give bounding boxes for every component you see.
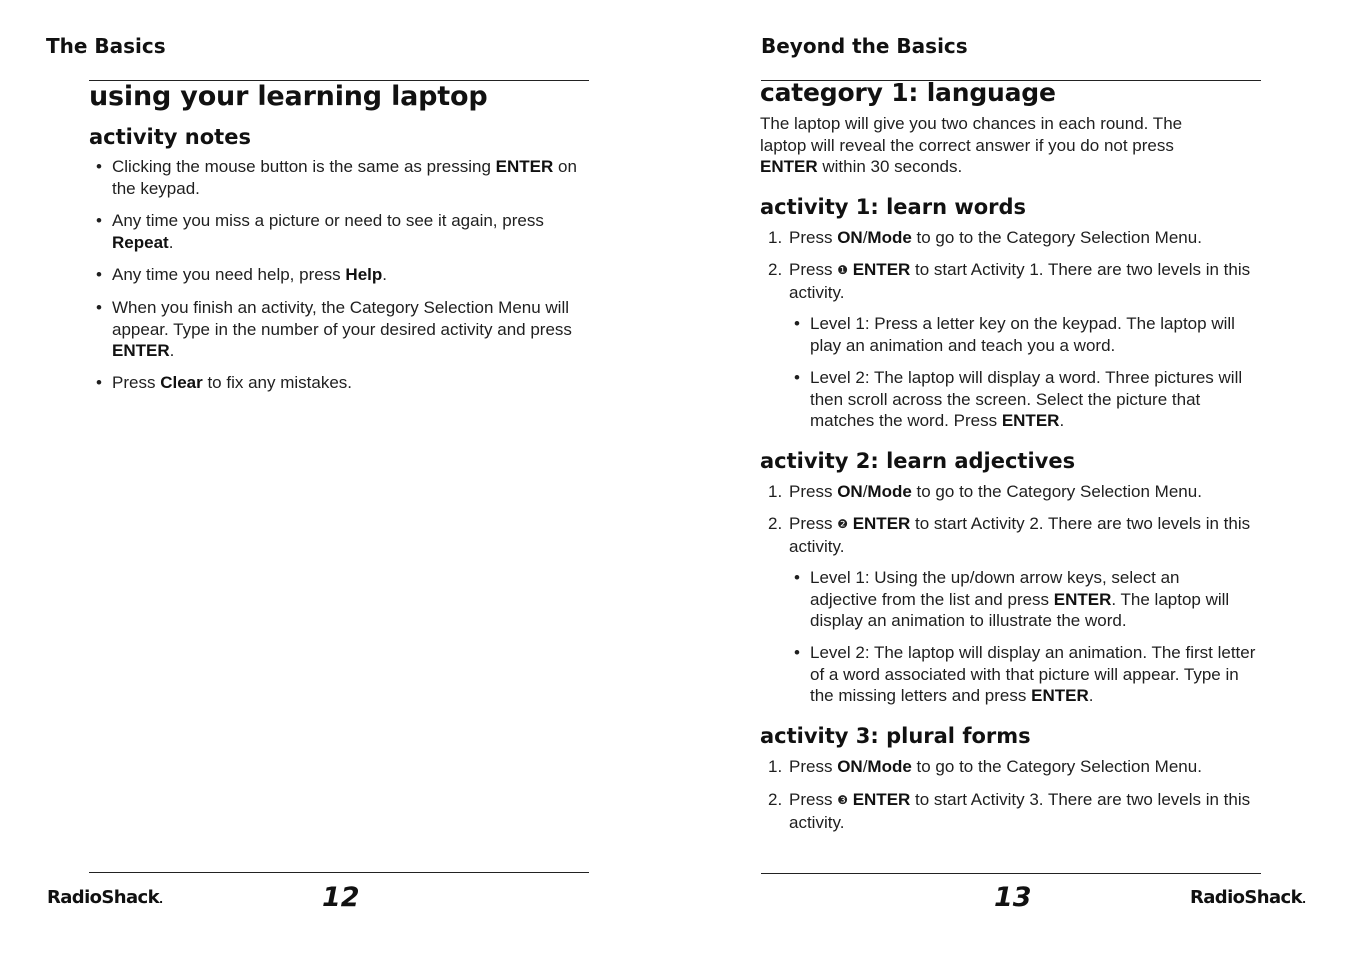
- step-bold: ENTER: [852, 790, 911, 809]
- level-bold: ENTER: [1001, 411, 1060, 430]
- note-bold: Repeat: [112, 232, 169, 252]
- right-page-title: category 1: language: [760, 78, 1056, 107]
- level-bold: ENTER: [1053, 589, 1112, 609]
- step-bold: Mode: [867, 482, 912, 501]
- activity1-level-2: [794, 367, 1252, 432]
- bullet-glyph: •: [96, 298, 102, 317]
- activity3-step-2: [768, 789, 1260, 833]
- note-bullet-2: [96, 210, 586, 253]
- note-bold: ENTER: [495, 157, 554, 176]
- activity2-step-2: [768, 513, 1260, 557]
- note-bold: Help: [345, 265, 383, 284]
- activity-notes-heading: activity notes: [89, 125, 251, 149]
- note-text: .: [169, 341, 175, 360]
- step-text: /: [862, 228, 868, 247]
- note-bold: ENTER: [112, 341, 170, 360]
- step-number: 1.: [768, 482, 783, 501]
- left-page-title: using your learning laptop: [89, 81, 488, 112]
- note-bullet-1: [96, 156, 586, 199]
- intro-text: The laptop will give you two chances in each round. The laptop will reveal the correct answer if you do not press: [760, 114, 1183, 155]
- step-text: Press: [789, 228, 838, 247]
- step-bold: ON: [837, 757, 863, 776]
- level-text: Level 2: The laptop will display a word. Three pictures will then scroll across the screen. Select the picture that matches the word. Press: [810, 368, 1243, 430]
- bullet-glyph: •: [96, 373, 102, 392]
- circled-three-icon: ❸: [837, 793, 848, 807]
- bullet-glyph: •: [96, 157, 102, 176]
- radioshack-logo-left: [47, 887, 163, 908]
- logo-text: RadioShack: [47, 887, 159, 908]
- step-text: Press: [789, 482, 838, 501]
- level-text: Level 1: Using the up/down arrow keys, select an adjective from the list and press: [810, 568, 1180, 609]
- activity3-heading: activity 3: plural forms: [760, 724, 1031, 748]
- step-text: Press: [789, 790, 838, 809]
- logo-dot: .: [1302, 893, 1307, 906]
- note-text: .: [168, 232, 174, 252]
- step-text: to start Activity 1. There are two levels in this activity.: [789, 260, 1251, 302]
- radioshack-logo-right: [1190, 887, 1306, 908]
- bullet-glyph: •: [96, 265, 102, 284]
- activity1-level-1: [794, 313, 1244, 356]
- note-text: .: [382, 265, 387, 284]
- note-bullet-3: [96, 264, 586, 286]
- step-bold: ON: [837, 228, 863, 247]
- right-section-label: Beyond the Basics: [761, 34, 968, 58]
- note-text: Any time you miss a picture or need to see it again, press: [112, 211, 544, 230]
- step-bold: ON: [837, 482, 863, 501]
- note-text: Any time you need help, press: [112, 265, 346, 284]
- step-bold: Mode: [867, 228, 912, 247]
- step-text: to go to the Category Selection Menu.: [911, 482, 1202, 501]
- step-text: Press: [789, 514, 838, 533]
- step-text: Press: [789, 757, 838, 776]
- step-text: /: [862, 757, 868, 776]
- step-text: to start Activity 3. There are two levels in this activity.: [789, 790, 1251, 832]
- right-bottom-rule: [761, 873, 1261, 874]
- level-text: Level 1: Press a letter key on the keypad. The laptop will play an animation and teach you a word.: [810, 314, 1235, 355]
- note-text: Press: [112, 373, 161, 392]
- note-text: Clicking the mouse button is the same as pressing: [112, 157, 496, 176]
- bullet-glyph: •: [794, 314, 800, 333]
- category-intro: [760, 113, 1230, 178]
- activity1-heading: activity 1: learn words: [760, 195, 1027, 219]
- step-text: to start Activity 2. There are two levels in this activity.: [789, 514, 1251, 556]
- page-number-right: 13: [994, 882, 1032, 913]
- bullet-glyph: •: [794, 643, 800, 662]
- activity2-level-1: [794, 567, 1244, 632]
- bullet-glyph: •: [794, 368, 800, 387]
- note-bullet-5: [96, 372, 586, 394]
- activity2-heading: activity 2: learn adjectives: [760, 449, 1076, 473]
- note-bullet-4: [96, 297, 586, 362]
- step-bold: ENTER: [852, 514, 911, 533]
- step-number: 1.: [768, 228, 783, 247]
- step-bold: Mode: [867, 757, 912, 776]
- note-bold: Clear: [160, 373, 203, 392]
- step-text: /: [862, 482, 868, 501]
- step-text: to go to the Category Selection Menu.: [911, 228, 1202, 247]
- bullet-glyph: •: [96, 211, 102, 230]
- note-text: When you finish an activity, the Category Selection Menu will appear. Type in the number of your desired activity and press: [112, 298, 572, 339]
- step-text: to go to the Category Selection Menu.: [911, 757, 1202, 776]
- note-text: to fix any mistakes.: [202, 373, 352, 392]
- step-bold: ENTER: [852, 260, 911, 279]
- activity1-step-2: [768, 259, 1260, 303]
- page-number-left: 12: [322, 882, 360, 913]
- intro-bold: ENTER: [760, 157, 818, 176]
- bullet-glyph: •: [794, 568, 800, 587]
- level-bold: ENTER: [1031, 686, 1089, 705]
- note-text: on the keypad.: [112, 157, 577, 198]
- level-text: .: [1059, 411, 1065, 430]
- activity3-step-1: [768, 756, 1260, 778]
- logo-text: RadioShack: [1190, 887, 1302, 908]
- step-text: Press: [789, 260, 838, 279]
- step-number: 2.: [768, 260, 783, 279]
- level-text: Level 2: The laptop will display an animation. The first letter of a word associated with that picture will appear. Type in the missing letters and press: [810, 643, 1256, 705]
- step-number: 2.: [768, 790, 783, 809]
- step-number: 2.: [768, 514, 783, 533]
- level-text: .: [1088, 686, 1094, 705]
- intro-text: within 30 seconds.: [817, 157, 963, 176]
- activity2-level-2: [794, 642, 1260, 707]
- activity1-step-1: [768, 227, 1260, 249]
- activity2-step-1: [768, 481, 1260, 503]
- circled-one-icon: ❶: [837, 263, 848, 277]
- step-number: 1.: [768, 757, 783, 776]
- circled-two-icon: ❷: [837, 517, 848, 531]
- left-section-label: The Basics: [46, 34, 166, 58]
- logo-dot: .: [159, 893, 164, 906]
- level-text: . The laptop will display an animation to illustrate the word.: [810, 589, 1230, 630]
- left-bottom-rule: [89, 872, 589, 873]
